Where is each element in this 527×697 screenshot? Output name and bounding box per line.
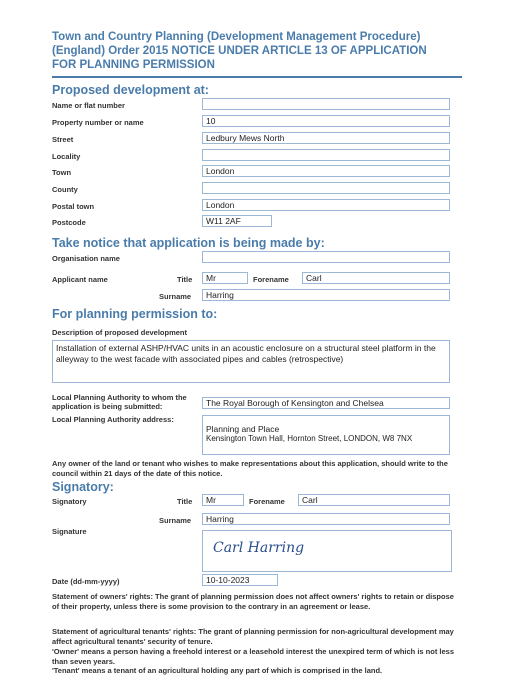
lpa-field[interactable]: The Royal Borough of Kensington and Chelsea: [202, 397, 450, 409]
signatory-heading: Signatory:: [52, 480, 114, 494]
owner-definition: 'Owner' means a person having a freehold interest or a leasehold interest the unexpired term of which is not less than seven years.: [52, 647, 455, 666]
permission-heading: For planning permission to:: [52, 307, 218, 321]
notice-title: Town and Country Planning (Development Management Procedure) (England) Order 2015 NOTICE UNDER ARTICLE 13 OF APPLICATION FOR PLANNING PERMISSION: [52, 31, 427, 71]
lpa-address-field[interactable]: [202, 415, 450, 455]
lpa-address-line2: Kensington Town Hall, Hornton Street, LONDON, W8 7NX: [206, 434, 413, 443]
applicant-forename-field[interactable]: Carl: [302, 272, 450, 284]
signatory-title-field[interactable]: Mr: [202, 494, 244, 506]
locality-label: Locality: [52, 152, 81, 161]
representations-notice: Any owner of the land or tenant who wishes to make representations about this application, should write to the council within 21 days of the date of this notice.: [52, 459, 448, 478]
signatory-surname-field[interactable]: Harring: [202, 513, 450, 525]
town-field[interactable]: London: [202, 165, 450, 177]
date-label: Date (dd-mm-yyyy): [52, 577, 120, 586]
date-field[interactable]: 10-10-2023: [202, 574, 278, 586]
county-field[interactable]: [202, 182, 450, 194]
name-or-flat-label: Name or flat number: [52, 101, 125, 110]
signature-image: Carl Harring: [213, 540, 305, 556]
applicant-name-label: Applicant name: [52, 275, 108, 284]
street-field[interactable]: Ledbury Mews North: [202, 132, 450, 144]
lpa-label: Local Planning Authority to whom the application is being submitted:: [52, 393, 187, 411]
locality-field[interactable]: [202, 149, 450, 161]
tenant-definition: 'Tenant' means a tenant of an agricultural holding any part of which is comprised in the land.: [52, 666, 383, 675]
signature-box[interactable]: [202, 530, 452, 572]
signatory-surname-label: Surname: [159, 516, 192, 525]
proposed-heading: Proposed development at:: [52, 83, 209, 97]
applicant-heading: Take notice that application is being made by:: [52, 236, 325, 250]
postal-town-field[interactable]: London: [202, 199, 450, 211]
owners-rights-statement: Statement of owners' rights: The grant of planning permission does not affect owners' rights to retain or dispose of their property, unless there is some provision to the contrary in an agreement or lease.: [52, 592, 454, 611]
signature-label: Signature: [52, 527, 87, 536]
lpa-address-label: Local Planning Authority address:: [52, 415, 174, 424]
signatory-label: Signatory: [52, 497, 87, 506]
description-label: Description of proposed development: [52, 328, 188, 337]
applicant-title-field[interactable]: Mr: [202, 272, 248, 284]
applicant-surname-label: Surname: [159, 292, 192, 301]
signatory-forename-label: Forename: [249, 497, 285, 506]
signatory-forename-field[interactable]: Carl: [298, 494, 450, 506]
tenants-rights-statement: Statement of agricultural tenants' rights: The grant of planning permission for non-agricultural development may affect agricultural tenants' security of tenure.: [52, 627, 454, 646]
organisation-label: Organisation name: [52, 254, 120, 263]
name-or-flat-field[interactable]: [202, 98, 450, 110]
town-label: Town: [52, 168, 72, 177]
organisation-field[interactable]: [202, 251, 450, 263]
applicant-title-label: Title: [177, 275, 193, 284]
applicant-surname-field[interactable]: Harring: [202, 289, 450, 301]
street-label: Street: [52, 135, 74, 144]
county-label: County: [52, 185, 78, 194]
signatory-title-label: Title: [177, 497, 193, 506]
property-label: Property number or name: [52, 118, 144, 127]
postcode-label: Postcode: [52, 218, 86, 227]
lpa-address-line1: Planning and Place: [206, 424, 280, 434]
title-divider: [52, 76, 462, 78]
description-field[interactable]: Installation of external ASHP/HVAC units in an acoustic enclosure on a structural steel platform in the alleyway to the west facade with associated pipes and cables (retrospective): [52, 340, 450, 383]
property-field[interactable]: 10: [202, 115, 450, 127]
applicant-forename-label: Forename: [253, 275, 289, 284]
postal-town-label: Postal town: [52, 202, 95, 211]
postcode-field[interactable]: W11 2AF: [202, 215, 272, 227]
